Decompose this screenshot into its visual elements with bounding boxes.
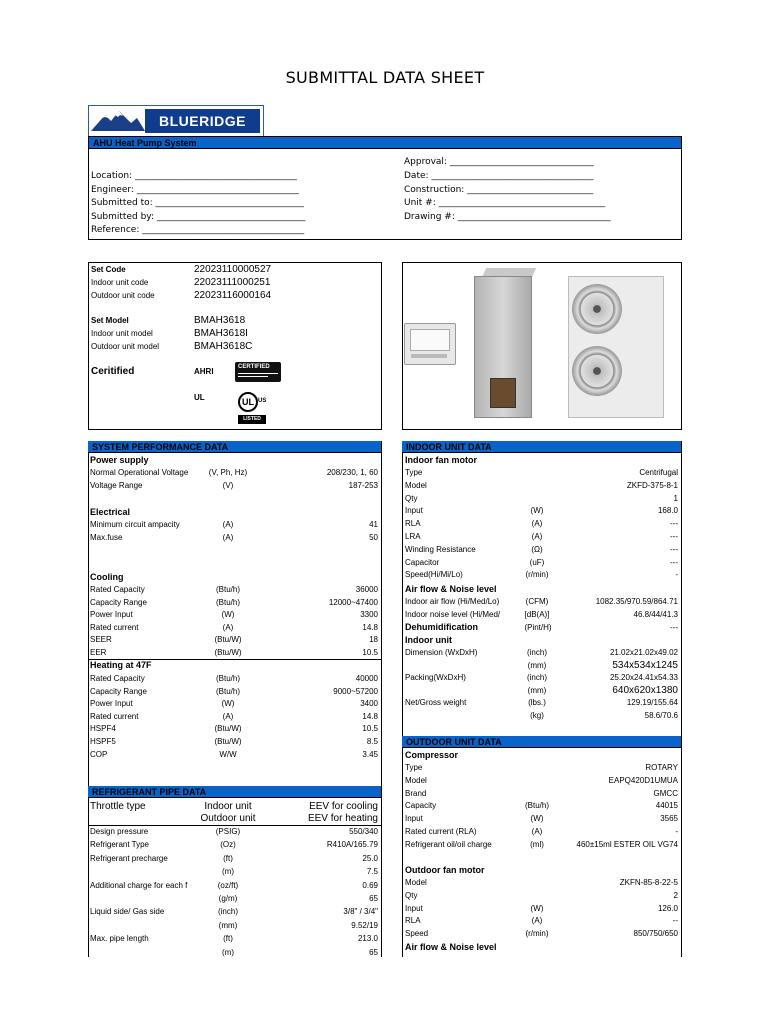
set-model-label: Set Model [91,316,129,325]
table-row-label: Input [405,506,423,516]
indoor-code-label: Indoor unit code [91,278,149,287]
table-row-unit: (r/min) [525,570,549,580]
engineer-field[interactable]: Engineer: ____________________________________ [91,185,299,195]
table-row-value: 44015 [655,801,678,811]
indoor-fan-motor-title: Indoor fan motor [405,455,477,465]
table-row-value: 25.20x24.41x54.33 [609,673,678,683]
logo-wordmark: BLUERIDGE [145,109,260,133]
table-row-value: 208/230, 1, 60 [326,468,378,477]
table-row-label: Power Input [90,699,133,709]
table-row-unit: (PSIG) [215,827,241,836]
table-row-label: RLA [405,916,421,926]
table-row-value: 25.0 [362,853,378,863]
table-row-value: 12000~47400 [328,597,378,607]
table-row-value: 41 [369,520,378,529]
table-row-value: 460±15ml ESTER OIL VG74 [576,839,678,849]
drawing-field[interactable]: Drawing #: __________________________________ [404,212,611,222]
table-row-unit: (W) [530,814,544,824]
table-row-label: Speed [405,929,429,939]
mountain-icon [91,109,145,133]
table-row-unit: (m) [222,867,234,877]
table-row-unit: (A) [531,519,543,529]
table-row-label: Indoor noise level (Hi/Med/ [405,609,501,619]
table-row-label: Input [405,903,423,913]
table-row-label: LRA [405,532,421,541]
table-row-value: - [675,570,678,580]
thermostat-image [404,323,456,365]
ul-badge-text: LISTED [238,415,266,424]
table-row-value: 14.8 [362,622,378,632]
dehumidification-unit: (Pint/H) [524,623,552,632]
table-row-label: Normal Operational Voltage [90,468,189,477]
compressor-title: Compressor [405,750,459,760]
heating-title: Heating at 47F [90,660,152,670]
location-field[interactable]: Location: ____________________________________ [91,171,297,181]
table-row-unit: (ml) [530,839,544,849]
table-row-unit: (CFM) [525,597,549,606]
table-row-label: Capacity [405,801,437,811]
throttle-value: EEV for cooling [309,801,378,812]
table-row-label: Rated Capacity [90,585,145,594]
table-row-unit: (A) [222,533,234,542]
submitted-to-field[interactable]: Submitted to: _________________________________ [91,198,304,208]
table-row-label: Packing(WxDxH) [405,673,466,683]
table-row-label: Type [405,763,423,772]
indoor-model: BMAH3618I [194,328,248,339]
table-row-unit: (g/m) [218,894,238,903]
outdoor-model: BMAH3618C [194,341,253,352]
ahri-badge-text: CERTIFIED [238,364,270,370]
table-row-unit: (lbs.) [528,698,546,708]
ul-circle-icon: UL [238,392,258,412]
table-row-unit: (ft) [223,934,233,944]
table-row-label: Max.fuse [90,533,123,542]
table-row-label: Rated current (RLA) [405,827,477,836]
table-row-value: 10.5 [362,648,378,657]
table-row-value: Centrifugal [639,468,678,477]
table-row-label: Capacitor [405,557,440,567]
table-row-unit: (Btu/W) [214,737,242,746]
table-row-value: 213.0 [357,934,378,944]
table-row-unit: (inch) [217,907,238,917]
table-row-value: 126.0 [657,903,678,913]
table-row-unit: (mm) [218,920,238,930]
table-row-unit: (A) [222,711,234,721]
table-row-label: Input [405,814,423,824]
throttle-unit: Outdoor unit [200,813,256,824]
table-row-unit: (Btu/h) [215,585,240,594]
table-row-value: 65 [369,947,378,957]
table-row-label: Voltage Range [90,481,143,490]
table-row-value: 10.5 [362,724,378,734]
table-row-unit: (Btu/h) [215,597,240,607]
table-row-label: EER [90,648,107,657]
table-row-value: R410A/165.79 [326,840,378,850]
table-row-value: 850/750/650 [633,929,678,939]
table-row-unit: (r/min) [525,929,549,939]
table-row-unit: (mm) [527,685,547,695]
outdoor-model-label: Outdoor unit model [91,342,160,351]
table-row-label: COP [90,749,108,759]
table-row-value: --- [670,557,678,567]
table-row-unit: (oz/ft) [217,880,239,890]
set-model: BMAH3618 [194,315,246,326]
table-row-label: Refrigerant precharge [90,853,168,863]
table-row-label: Capacity Range [90,686,147,696]
blueridge-logo [88,105,264,137]
table-row-value: 36000 [355,585,378,594]
table-row-label: Design pressure [90,827,149,836]
table-row-unit: (W) [221,610,235,620]
table-row-label: Type [405,468,423,477]
table-row-label: Indoor air flow (Hi/Med/Lo) [405,597,500,606]
indoor-airflow-title: Air flow & Noise level [405,584,497,594]
set-code-label: Set Code [91,265,126,274]
construction-field[interactable]: Construction: ____________________________ [404,185,594,195]
outdoor-unit-image [560,270,668,422]
table-row-label: Winding Resistance [405,544,476,554]
table-row-label: SEER [90,635,112,645]
table-row-label: Minimum circuit ampacity [90,520,180,529]
table-row-label: HSPF5 [90,737,116,746]
table-row-unit: (kg) [530,711,544,720]
throttle-type-label: Throttle type [90,801,146,812]
table-row-unit: (V) [222,481,234,490]
table-row-value: --- [670,544,678,554]
table-row-unit: (W) [530,506,544,516]
table-row-unit: (Btu/W) [214,648,242,657]
table-row-unit: (Btu/h) [215,686,240,696]
table-row-unit: (Btu/h) [524,801,549,811]
certified-label: Ceritified [91,366,135,377]
table-row-value: 168.0 [657,506,678,516]
table-row-label: Rated Capacity [90,674,145,683]
table-row-unit: (W) [530,903,544,913]
table-row-label: HSPF4 [90,724,116,734]
table-row-value: EAPQ420D1UMUA [608,775,678,785]
indoor-code: 22023111000251 [194,277,271,288]
table-row-value: 534x534x1245 [612,659,678,671]
table-row-unit: (uF) [529,557,545,567]
table-row-value: GMCC [653,788,678,798]
table-row-unit: (A) [531,827,543,836]
table-row-unit: (m) [222,947,234,957]
table-row-value: 3565 [660,814,678,824]
table-row-value: 187-253 [348,481,378,490]
table-row-unit: (Ω) [531,544,543,554]
table-row-value: 0.69 [362,880,378,890]
table-row-unit: (V, Ph, Hz) [208,468,248,477]
table-row-label: Model [405,775,427,785]
table-row-value: 14.8 [362,711,378,721]
outdoor-airflow-title: Air flow & Noise level [405,942,497,952]
throttle-value: EEV for heating [307,813,378,824]
table-row-label: Capacity Range [90,597,147,607]
table-row-value: 65 [369,894,378,903]
dehumidification-title: Dehumidification [405,622,479,632]
table-row-value: 58.6/70.6 [644,711,678,720]
unit-field[interactable]: Unit #: _____________________________________ [404,198,606,208]
air-handler-image [466,268,540,420]
table-row-value: 18 [369,635,378,645]
table-row-unit: (A) [222,622,234,632]
table-row-label: Qty [405,890,418,900]
refrigerant-header: REFRIGERANT PIPE DATA [88,786,381,798]
table-row-label: Qty [405,493,418,503]
table-row-unit: (W) [221,699,235,709]
reference-field[interactable]: Reference: ____________________________________ [91,225,305,235]
system-header: AHU Heat Pump System [89,137,681,149]
ahri-certified-badge [235,362,281,382]
table-row-unit: (A) [531,532,543,541]
table-row-value: ROTARY [645,763,678,772]
table-row-value: 50 [369,533,378,542]
table-row-value: - [675,827,678,836]
table-row-label: Brand [405,788,427,798]
table-row-unit: (A) [222,520,234,529]
table-row-unit: (inch) [526,673,547,683]
table-row-value: 3.45 [362,749,378,759]
table-row-value: 46.8/44/41.3 [633,609,678,619]
table-row-value: 9.52/19 [351,920,378,930]
table-row-unit: (inch) [526,648,547,657]
outdoor-unit-header: OUTDOOR UNIT DATA [402,736,681,748]
table-row-value: 1082.35/970.59/864.71 [595,597,678,606]
table-row-value: 7.5 [366,867,378,877]
table-row-label: Max. pipe length [90,934,149,944]
table-row-value: --- [670,532,678,541]
throttle-unit: Indoor unit [204,801,252,812]
table-row-value: 3/8" / 3/4" [343,907,378,917]
table-row-label: Additional charge for each f [90,880,188,890]
table-row-value: 40000 [355,674,378,683]
table-row-label: Rated current [90,711,139,721]
outdoor-code-label: Outdoor unit code [91,291,155,300]
table-row-label: Speed(Hi/Mi/Lo) [405,570,463,580]
table-row-label: Dimension (WxDxH) [405,648,478,657]
table-row-value: 640x620x1380 [612,684,678,696]
cooling-title: Cooling [90,572,124,582]
table-row-label: Power Input [90,610,133,620]
fan-grille-top-icon [572,284,622,334]
table-row-value: 1 [673,493,678,503]
table-row-unit: W/W [219,749,237,759]
table-row-unit: (ft) [223,853,233,863]
table-row-label: Model [405,878,427,887]
table-row-unit: (Btu/W) [214,724,242,734]
table-row-label: Refrigerant oil/oil charge [405,839,492,849]
indoor-model-label: Indoor unit model [91,329,153,338]
table-row-value: 8.5 [366,737,378,746]
approval-field[interactable]: Approval: ________________________________ [404,157,594,167]
indoor-unit-header: INDOOR UNIT DATA [402,441,681,453]
table-row-value: 550/340 [349,827,378,836]
table-row-label: RLA [405,519,421,529]
table-row-label: Rated current [90,622,139,632]
table-row-unit: (A) [531,916,543,926]
table-row-label: Net/Gross weight [405,698,467,708]
table-row-value: ZKFD-375-8-1 [626,480,678,490]
submitted-by-field[interactable]: Submitted by: _________________________________ [91,212,306,222]
dehumidification-value: --- [670,623,678,632]
table-row-label: Model [405,480,427,490]
table-row-value: 129.19/155.64 [626,698,678,708]
power-supply-title: Power supply [90,455,149,465]
table-row-value: 21.02x21.02x49.02 [609,648,678,657]
table-row-value: ZKFN-85-8-22-5 [619,878,678,887]
set-code: 22023110000527 [194,264,272,275]
table-row-label: Refrigerant Type [90,840,149,850]
date-field[interactable]: Date: ____________________________________ [404,171,594,181]
outdoor-fan-motor-title: Outdoor fan motor [405,865,485,875]
outdoor-code: 22023116000164 [194,290,272,301]
table-row-unit: (mm) [527,660,547,670]
table-row-value: 3400 [360,699,378,709]
electrical-title: Electrical [90,507,131,517]
table-row-unit: (Oz) [220,840,236,850]
indoor-unit-dim-title: Indoor unit [405,635,452,645]
table-row-unit: [dB(A)] [524,609,550,619]
table-row-value: 3300 [360,610,378,620]
table-row-value: 9000~57200 [333,686,378,696]
ul-label: UL [194,393,205,402]
system-performance-header: SYSTEM PERFORMANCE DATA [88,441,381,453]
table-row-value: -- [672,916,678,926]
table-row-unit: (Btu/W) [214,635,242,645]
table-row-label: Liquid side/ Gas side [90,907,165,917]
ahri-label: AHRI [194,367,214,376]
table-row-unit: (Btu/h) [215,674,240,683]
fan-grille-bottom-icon [572,346,622,396]
ul-listed-badge: UL US LISTED [236,392,272,424]
table-row-value: 2 [673,890,678,900]
document-title: SUBMITTAL DATA SHEET [285,68,485,87]
table-row-value: --- [670,519,678,529]
